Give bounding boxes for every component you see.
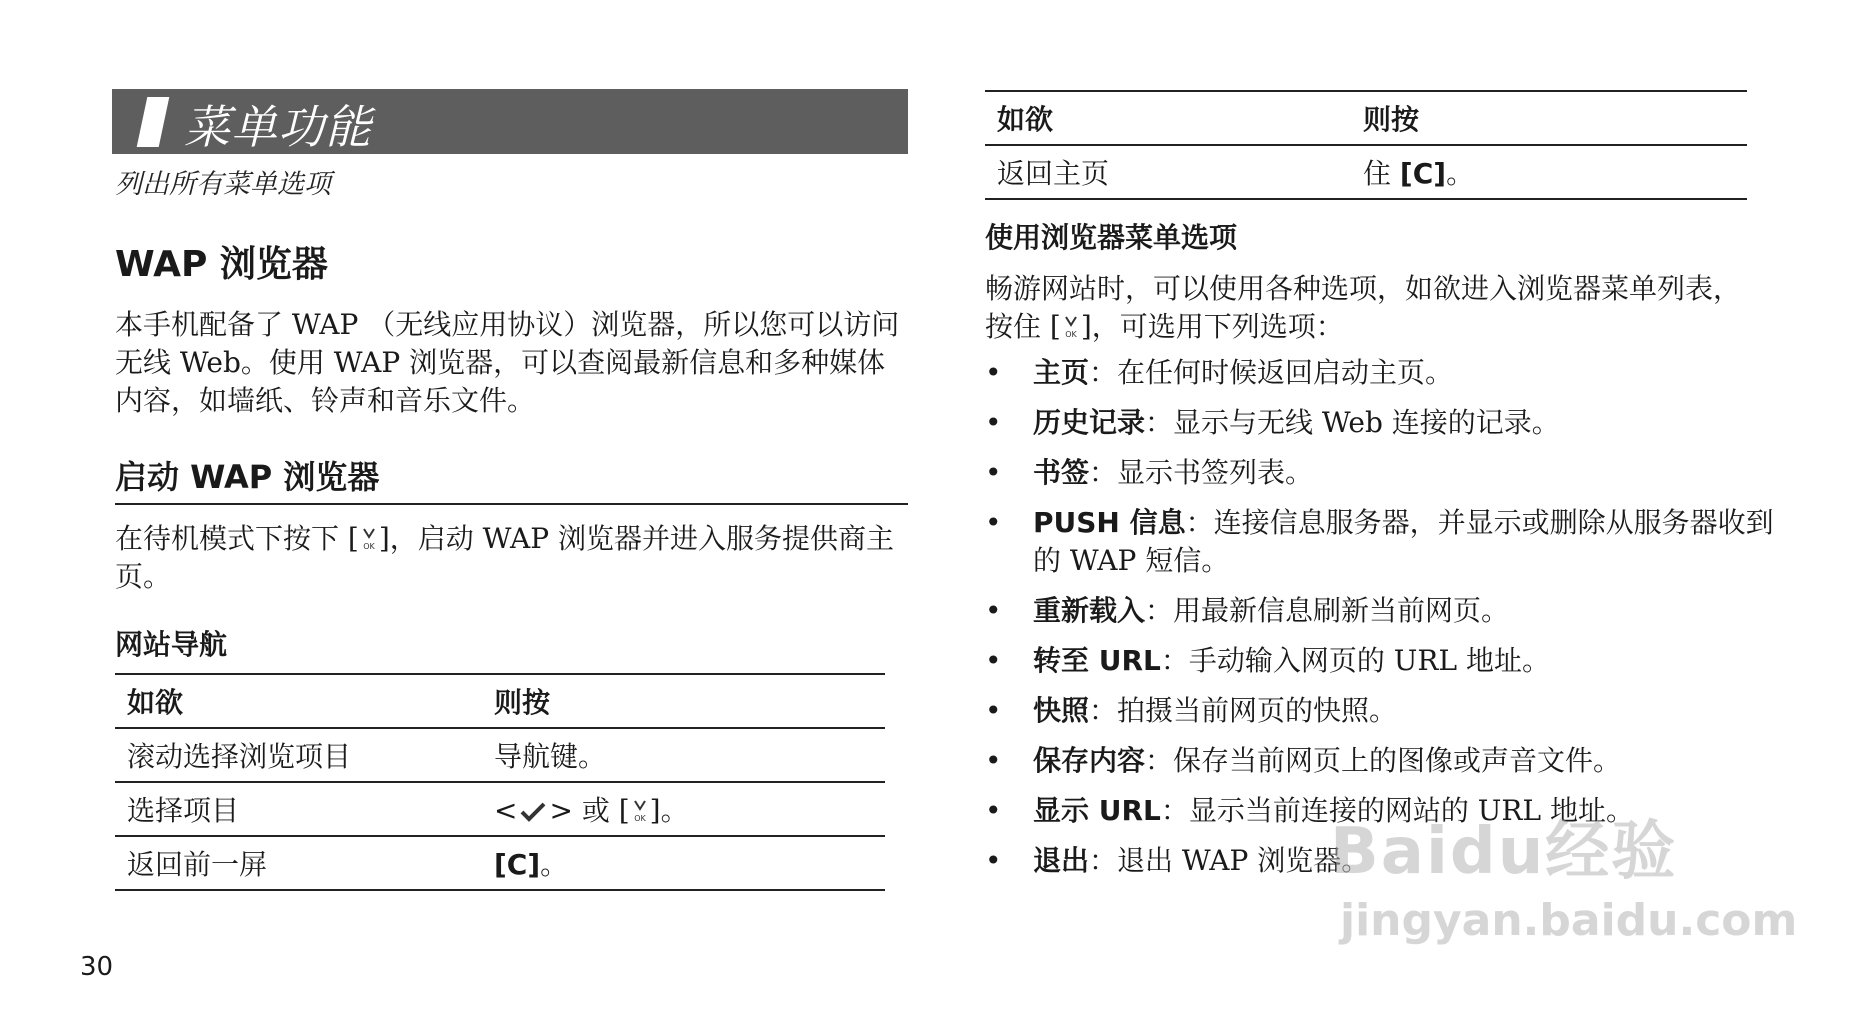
option-desc: ：保存当前网页上的图像或声音文件。 [1145, 744, 1622, 777]
option-desc: ：手动输入网页的 URL 地址。 [1160, 644, 1550, 677]
col-header-want: 如欲 [115, 674, 482, 728]
launch-paragraph [115, 520, 905, 596]
option-desc: ：连接信息服务器，并显示或删除从服务器收到的 WAP 短信。 [1033, 506, 1774, 577]
table-header-row [115, 674, 885, 728]
option-label: 历史记录 [1033, 406, 1146, 439]
heading-rule [115, 503, 908, 505]
option-label: 转至 URL [1033, 644, 1161, 677]
cell-want: 返回前一屏 [115, 836, 482, 890]
table-row [115, 836, 885, 890]
ok-key-icon [1063, 314, 1079, 340]
cell-press: 导航键。 [482, 728, 885, 782]
press-text-a: < [494, 794, 518, 827]
cell-want: 选择项目 [115, 782, 482, 836]
nav-table [115, 673, 885, 891]
watermark-url: jingyan.baidu.com [1340, 895, 1798, 946]
cell-want: 返回主页 [985, 145, 1351, 199]
checkmark-icon [519, 798, 547, 824]
launch-text-after: ]，启动 WAP 浏览器并进入服务提供商主页。 [115, 522, 894, 593]
option-desc: ：显示与无线 Web 连接的记录。 [1145, 406, 1560, 439]
list-item [985, 454, 1785, 492]
chapter-title: 菜单功能 [184, 100, 372, 154]
menu-intro [985, 270, 1760, 346]
table-row [985, 145, 1747, 199]
option-label: 退出 [1033, 844, 1090, 877]
key-c-label: [C] [494, 848, 541, 881]
cell-press [1351, 145, 1747, 199]
col-header-press: 则按 [1351, 91, 1747, 145]
ok-key-icon [361, 526, 377, 552]
col-header-want: 如欲 [985, 91, 1351, 145]
ok-key-icon [632, 798, 648, 824]
list-item [985, 404, 1785, 442]
svg-text:OK: OK [1065, 330, 1077, 339]
chapter-subtitle: 列出所有菜单选项 [115, 169, 331, 200]
watermark-logo [1320, 800, 1798, 960]
option-label: 主页 [1033, 356, 1090, 389]
svg-text:OK: OK [633, 814, 646, 823]
list-item [985, 692, 1785, 730]
list-item [985, 742, 1785, 780]
option-label: 快照 [1033, 694, 1090, 727]
option-desc: ：用最新信息刷新当前网页。 [1145, 594, 1510, 627]
col-header-press: 则按 [482, 674, 885, 728]
press-end: 。 [1446, 157, 1475, 190]
option-desc: ：拍摄当前网页的快照。 [1089, 694, 1398, 727]
nav-heading: 网站导航 [115, 628, 228, 661]
press-text-b: > 或 [ [549, 794, 630, 827]
intro-paragraph: 本手机配备了 WAP （无线应用协议）浏览器，所以您可以访问无线 Web。使用 WAP 浏览器，可以查阅最新信息和多种媒体内容，如墙纸、铃声和音乐文件。 [115, 308, 900, 417]
menu-intro-before: 畅游网站时，可以使用各种选项，如欲进入浏览器菜单列表，按住 [ [985, 272, 1742, 343]
option-label: 保存内容 [1033, 744, 1146, 777]
banner-slash-decoration [137, 97, 170, 147]
option-desc: ：显示当前连接的网站的 URL 地址。 [1160, 794, 1634, 827]
list-item [985, 592, 1785, 630]
option-label: PUSH 信息 [1033, 506, 1186, 539]
list-item [985, 504, 1785, 580]
press-end: 。 [540, 848, 569, 881]
list-item [985, 642, 1785, 680]
table-header-row [985, 91, 1747, 145]
table-row [115, 782, 885, 836]
chapter-banner [112, 89, 908, 154]
press-text-c: ]。 [649, 794, 689, 827]
watermark-brand: Baidu经验 [1330, 815, 1678, 889]
option-desc: ：显示书签列表。 [1089, 456, 1314, 489]
key-c-label: [C] [1399, 157, 1447, 190]
option-desc: ：在任何时候返回启动主页。 [1089, 356, 1454, 389]
table-row [115, 728, 885, 782]
launch-heading: 启动 WAP 浏览器 [115, 458, 380, 496]
svg-text:OK: OK [363, 542, 375, 551]
option-label: 显示 URL [1033, 794, 1161, 827]
press-text-a: 住 [1363, 157, 1400, 190]
launch-text-before: 在待机模式下按下 [ [115, 522, 359, 555]
section-title: WAP 浏览器 [115, 244, 328, 285]
option-desc: ：退出 WAP 浏览器。 [1089, 844, 1370, 877]
menu-heading: 使用浏览器菜单选项 [985, 221, 1238, 254]
option-label: 重新载入 [1033, 594, 1146, 627]
cell-press [482, 782, 885, 836]
list-item [985, 354, 1785, 392]
page-number: 30 [80, 952, 114, 982]
cell-press [482, 836, 885, 890]
option-label: 书签 [1033, 456, 1090, 489]
home-table [985, 90, 1747, 200]
cell-want: 滚动选择浏览项目 [115, 728, 482, 782]
menu-intro-after: ]，可选用下列选项： [1080, 310, 1344, 343]
